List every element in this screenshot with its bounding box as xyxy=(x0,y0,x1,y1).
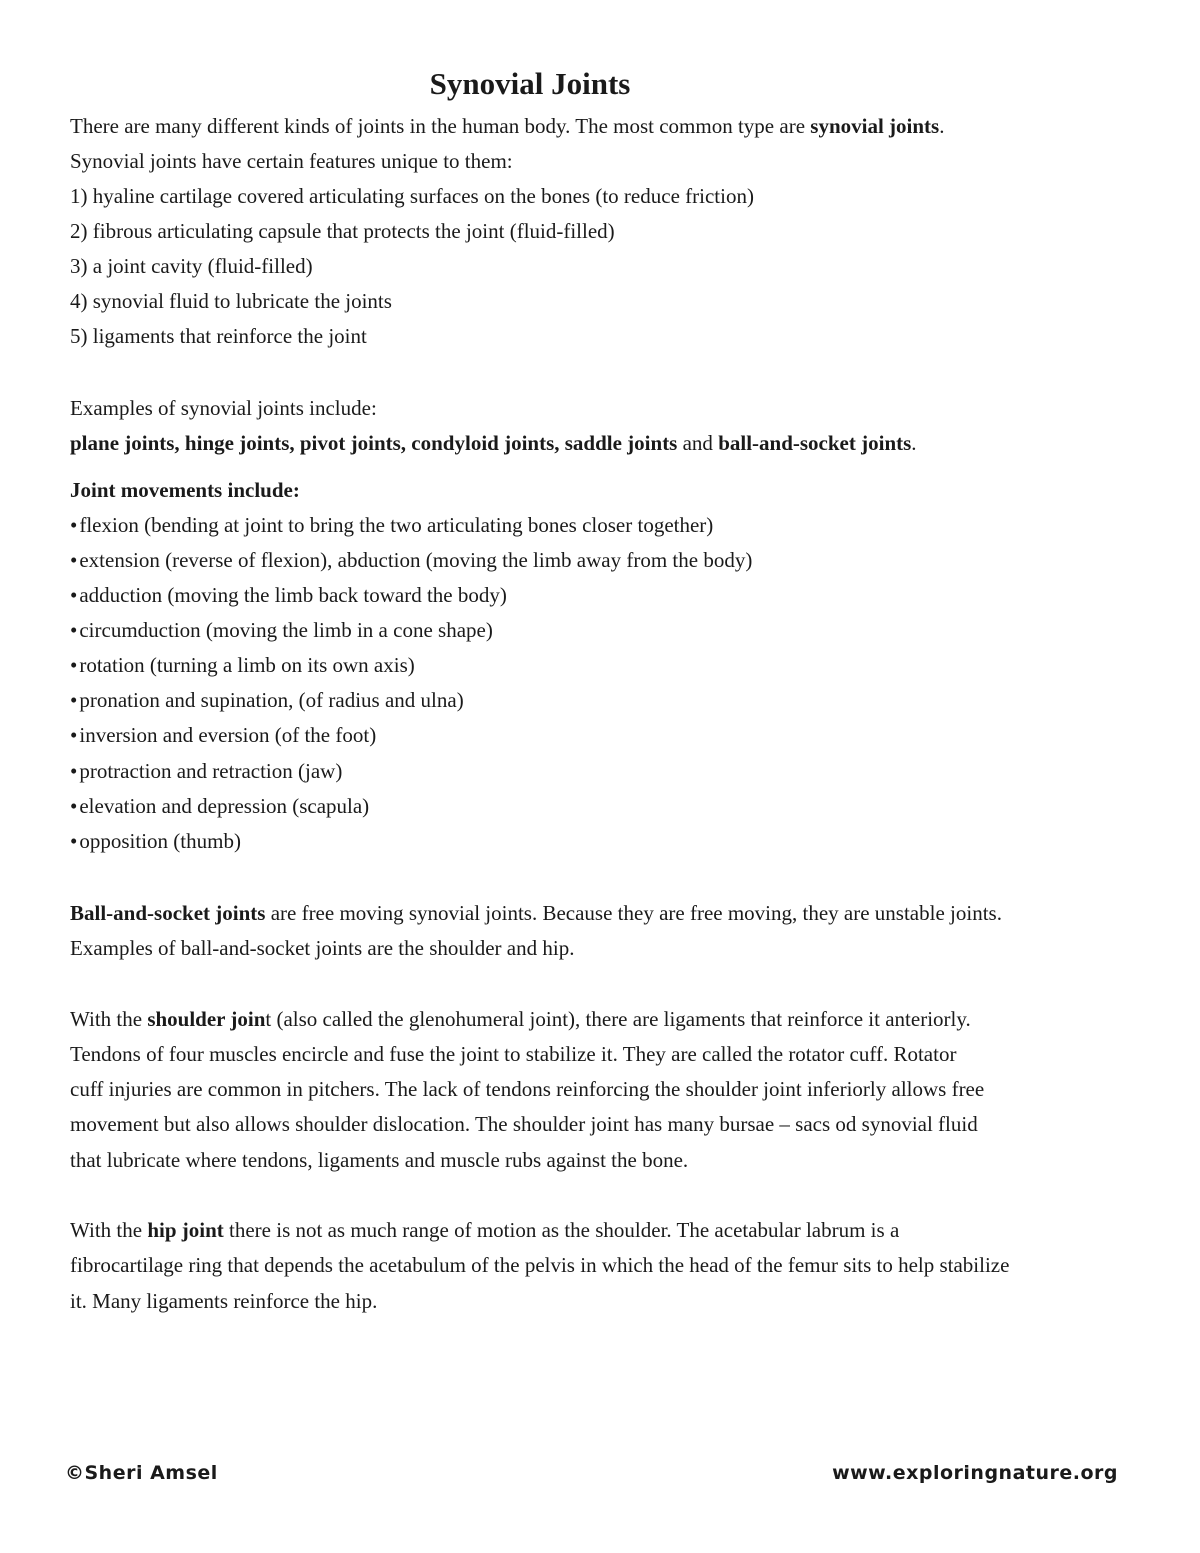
list-item-text: flexion (bending at joint to bring the two articulating bones closer together) xyxy=(79,513,714,537)
list-item xyxy=(70,793,369,819)
hip-line: fibrocartilage ring that depends the acetabulum of the pelvis in which the head of the femur sits to help stabilize xyxy=(70,1253,1010,1277)
list-item xyxy=(70,617,493,643)
hip-pre: With the xyxy=(70,1218,148,1242)
bullet-icon: • xyxy=(70,723,78,747)
examples-period: . xyxy=(911,431,917,455)
feature-item: 5) ligaments that reinforce the joint xyxy=(70,324,367,348)
bullet-icon: • xyxy=(70,618,78,642)
intro-line-1 xyxy=(70,113,944,139)
feature-item: 3) a joint cavity (fluid-filled) xyxy=(70,254,313,278)
list-item-text: pronation and supination, (of radius and ulna) xyxy=(79,688,464,712)
ball-socket-bold: Ball-and-socket joints xyxy=(70,901,266,925)
shoulder-line: cuff injuries are common in pitchers. The lack of tendons reinforcing the shoulder joint inferiorly allows free xyxy=(70,1077,985,1101)
list-item xyxy=(70,828,241,854)
bullet-icon: • xyxy=(70,513,78,537)
bullet-icon: • xyxy=(70,653,78,677)
hip-text: there is not as much range of motion as the shoulder. The acetabular labrum is a xyxy=(223,1218,900,1242)
bullet-icon: • xyxy=(70,548,78,572)
list-item-text: protraction and retraction (jaw) xyxy=(79,759,343,783)
examples-and: and xyxy=(677,431,719,455)
examples-last-bold: ball-and-socket joints xyxy=(718,431,912,455)
list-item-text: inversion and eversion (of the foot) xyxy=(79,723,377,747)
list-item xyxy=(70,512,713,538)
hip-line: it. Many ligaments reinforce the hip. xyxy=(70,1289,378,1313)
ball-socket-line-2: Examples of ball-and-socket joints are the shoulder and hip. xyxy=(70,936,575,960)
bullet-icon: • xyxy=(70,829,78,853)
intro-text: There are many different kinds of joints in the human body. The most common type are xyxy=(70,114,811,138)
movements-heading-text: Joint movements include: xyxy=(70,478,300,502)
list-item xyxy=(70,652,415,678)
list-item xyxy=(70,547,752,573)
website-footer: www.exploringnature.org xyxy=(832,1462,1118,1484)
feature-item: 4) synovial fluid to lubricate the joints xyxy=(70,289,392,313)
list-item xyxy=(70,582,507,608)
intro-bold-term: synovial joints xyxy=(810,114,940,138)
list-item-text: elevation and depression (scapula) xyxy=(79,794,370,818)
page-title: Synovial Joints xyxy=(429,66,631,101)
feature-item: 1) hyaline cartilage covered articulating surfaces on the bones (to reduce friction) xyxy=(70,184,754,208)
bullet-icon: • xyxy=(70,759,78,783)
bullet-icon: • xyxy=(70,583,78,607)
list-item xyxy=(70,722,376,748)
list-item-text: adduction (moving the limb back toward the body) xyxy=(79,583,507,607)
movements-heading xyxy=(70,477,300,503)
list-item-text: opposition (thumb) xyxy=(79,829,241,853)
shoulder-line: that lubricate where tendons, ligaments and muscle rubs against the bone. xyxy=(70,1148,689,1172)
list-item-text: rotation (turning a limb on its own axis) xyxy=(79,653,415,677)
hip-bold: hip joint xyxy=(147,1218,224,1242)
examples-list xyxy=(70,430,917,456)
bullet-icon: • xyxy=(70,688,78,712)
list-item-text: circumduction (moving the limb in a cone shape) xyxy=(79,618,493,642)
ball-socket-line-1 xyxy=(70,900,1002,926)
intro-line-2: Synovial joints have certain features unique to them: xyxy=(70,149,513,173)
bullet-icon: • xyxy=(70,794,78,818)
shoulder-line: Tendons of four muscles encircle and fuse the joint to stabilize it. They are called the rotator cuff. Rotator xyxy=(70,1042,957,1066)
copyright-footer: ©Sheri Amsel xyxy=(65,1462,218,1484)
examples-bold-list: plane joints, hinge joints, pivot joints, condyloid joints, saddle joints xyxy=(70,431,678,455)
ball-socket-text: are free moving synovial joints. Because they are free moving, they are unstable joints. xyxy=(265,901,1002,925)
list-item-text: extension (reverse of flexion), abduction (moving the limb away from the body) xyxy=(79,548,753,572)
shoulder-pre: With the xyxy=(70,1007,148,1031)
examples-heading: Examples of synovial joints include: xyxy=(70,396,377,420)
intro-period: . xyxy=(939,114,945,138)
shoulder-bold: shoulder join xyxy=(147,1007,266,1031)
hip-line-1 xyxy=(70,1217,899,1243)
list-item xyxy=(70,758,342,784)
shoulder-text: t (also called the glenohumeral joint), there are ligaments that reinforce it anteriorly. xyxy=(265,1007,971,1031)
shoulder-line: movement but also allows shoulder dislocation. The shoulder joint has many bursae – sacs od synovial fluid xyxy=(70,1112,978,1136)
list-item xyxy=(70,687,464,713)
shoulder-line-1 xyxy=(70,1006,971,1032)
feature-item: 2) fibrous articulating capsule that protects the joint (fluid-filled) xyxy=(70,219,615,243)
